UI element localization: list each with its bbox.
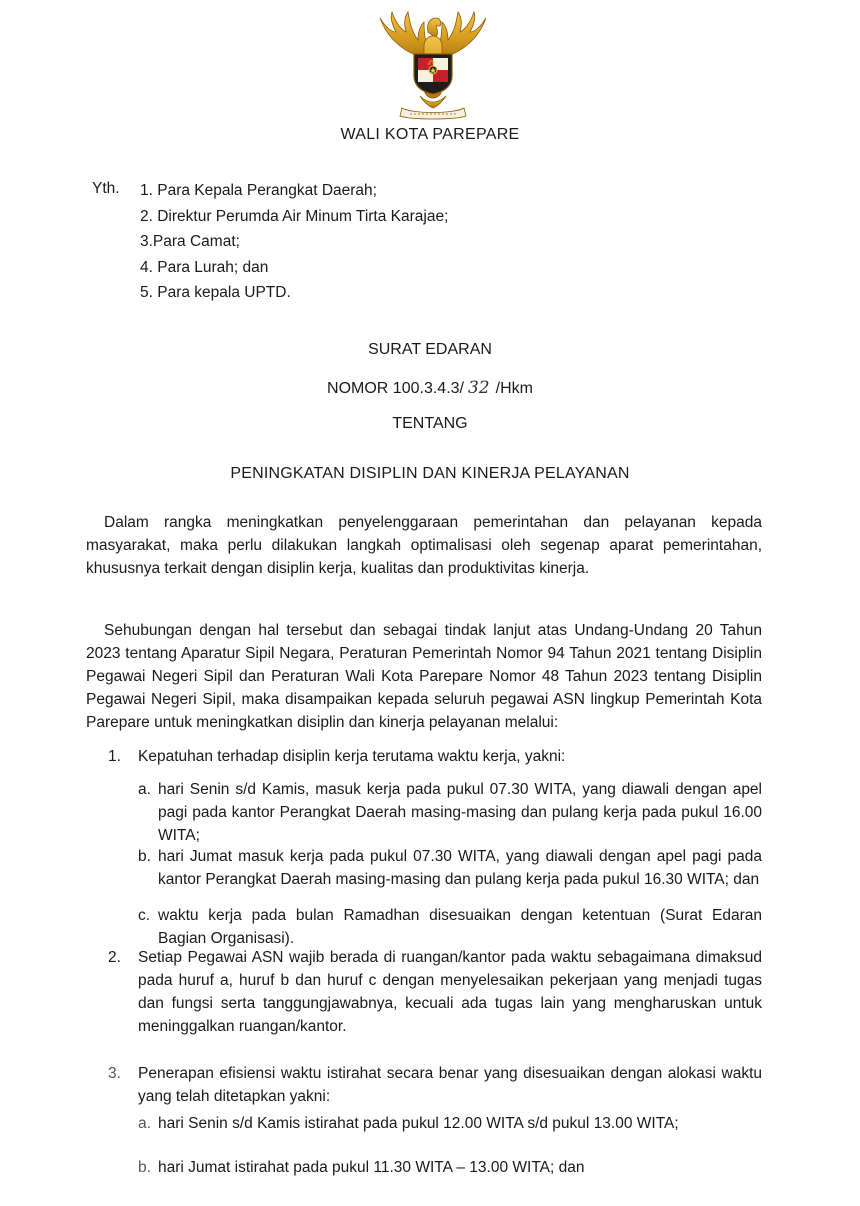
document-number-suffix: /Hkm — [495, 380, 533, 397]
sub-item-text: hari Jumat istirahat pada pukul 11.30 WITA – 13.00 WITA; dan — [158, 1159, 585, 1176]
addressees-label: Yth. — [92, 180, 120, 197]
document-number-handwritten: 32 — [467, 378, 490, 398]
sub-item-1c — [138, 904, 762, 950]
issuer-title: WALI KOTA PAREPARE — [340, 126, 520, 143]
sub-item-letter: b. — [138, 848, 151, 865]
list-item-number: 1. — [108, 748, 121, 765]
list-item-1 — [108, 745, 762, 768]
list-item-text: Kepatuhan terhadap disiplin kerja terutama waktu kerja, yakni: — [138, 748, 566, 765]
document-number — [0, 378, 860, 398]
list-item-number: 3. — [108, 1065, 121, 1082]
document-type: SURAT EDARAN — [368, 341, 492, 358]
sub-item-text: hari Jumat masuk kerja pada pukul 07.30 WITA, yang diawali dengan apel pagi pada kantor Perangkat Daerah masing-masing dan pulang kerja pada pukul 16.30 WITA; dan — [158, 848, 762, 888]
sub-item-text: hari Senin s/d Kamis, masuk kerja pada pukul 07.30 WITA, yang diawali dengan apel pagi pada kantor Perangkat Daerah masing-masing dan pulang kerja pada pukul 16.00 WITA; — [158, 781, 762, 844]
addressees-list — [140, 180, 448, 308]
sub-item-3b — [138, 1156, 762, 1179]
document-number-prefix: NOMOR 100.3.4.3/ — [327, 380, 464, 397]
document-subject: PENINGKATAN DISIPLIN DAN KINERJA PELAYANAN — [230, 465, 630, 482]
addressee-item: 3.Para Camat; — [140, 233, 240, 250]
sub-item-letter: b. — [138, 1159, 151, 1176]
body-paragraph-1: Dalam rangka meningkatkan penyelenggaraan pemerintahan dan pelayanan kepada masyarakat, maka perlu dilakukan langkah optimalisasi oleh segenap aparat pemerintahan, khususnya terkait dengan disiplin kerja, kualitas dan produktivitas kinerja. — [86, 514, 762, 577]
sub-item-1b — [138, 845, 762, 891]
sub-item-letter: a. — [138, 1115, 151, 1132]
addressee-item: 2. Direktur Perumda Air Minum Tirta Karajae; — [140, 207, 449, 225]
sub-item-3a — [138, 1112, 762, 1135]
list-item-3 — [108, 1062, 762, 1108]
addressee-item: 4. Para Lurah; dan — [140, 258, 269, 276]
list-item-number: 2. — [108, 949, 121, 966]
sub-item-1a — [138, 778, 762, 847]
list-item-text: Setiap Pegawai ASN wajib berada di ruangan/kantor pada waktu sebagaimana dimaksud pada huruf a, huruf b dan huruf c dengan menyelesaikan pekerjaan yang menjadi tugas dan fungsi serta tanggungjawabnya, kecuali ada tugas lain yang mengharuskan untuk meninggalkan ruangan/kantor. — [138, 949, 762, 1035]
sub-item-letter: c. — [138, 907, 151, 924]
sub-item-letter: a. — [138, 781, 151, 798]
list-item-2 — [108, 946, 762, 1038]
list-item-text: Penerapan efisiensi waktu istirahat secara benar yang disesuaikan dengan alokasi waktu yang telah ditetapkan yakni: — [138, 1065, 762, 1105]
sub-item-text: hari Senin s/d Kamis istirahat pada pukul 12.00 WITA s/d pukul 13.00 WITA; — [158, 1115, 679, 1132]
sub-item-text: waktu kerja pada bulan Ramadhan disesuaikan dengan ketentuan (Surat Edaran Bagian Organisasi). — [158, 907, 762, 947]
about-label: TENTANG — [392, 415, 468, 432]
addressee-item: 5. Para kepala UPTD. — [140, 284, 291, 301]
addressee-item: 1. Para Kepala Perangkat Daerah; — [140, 182, 377, 199]
garuda-pancasila-emblem-icon — [366, 10, 500, 122]
body-paragraph-2: Sehubungan dengan hal tersebut dan sebagai tindak lanjut atas Undang-Undang 20 Tahun 2023 tentang Aparatur Sipil Negara, Peraturan Pemerintah Nomor 94 Tahun 2021 tentang Disiplin Pegawai Negeri Sipil dan Peraturan Wali Kota Parepare Nomor 48 Tahun 2023 tentang Disiplin Pegawai Negeri Sipil, maka disampaikan kepada seluruh pegawai ASN lingkup Pemerintah Kota Parepare untuk meningkatkan disiplin dan kinerja pelayanan melalui: — [86, 622, 762, 731]
